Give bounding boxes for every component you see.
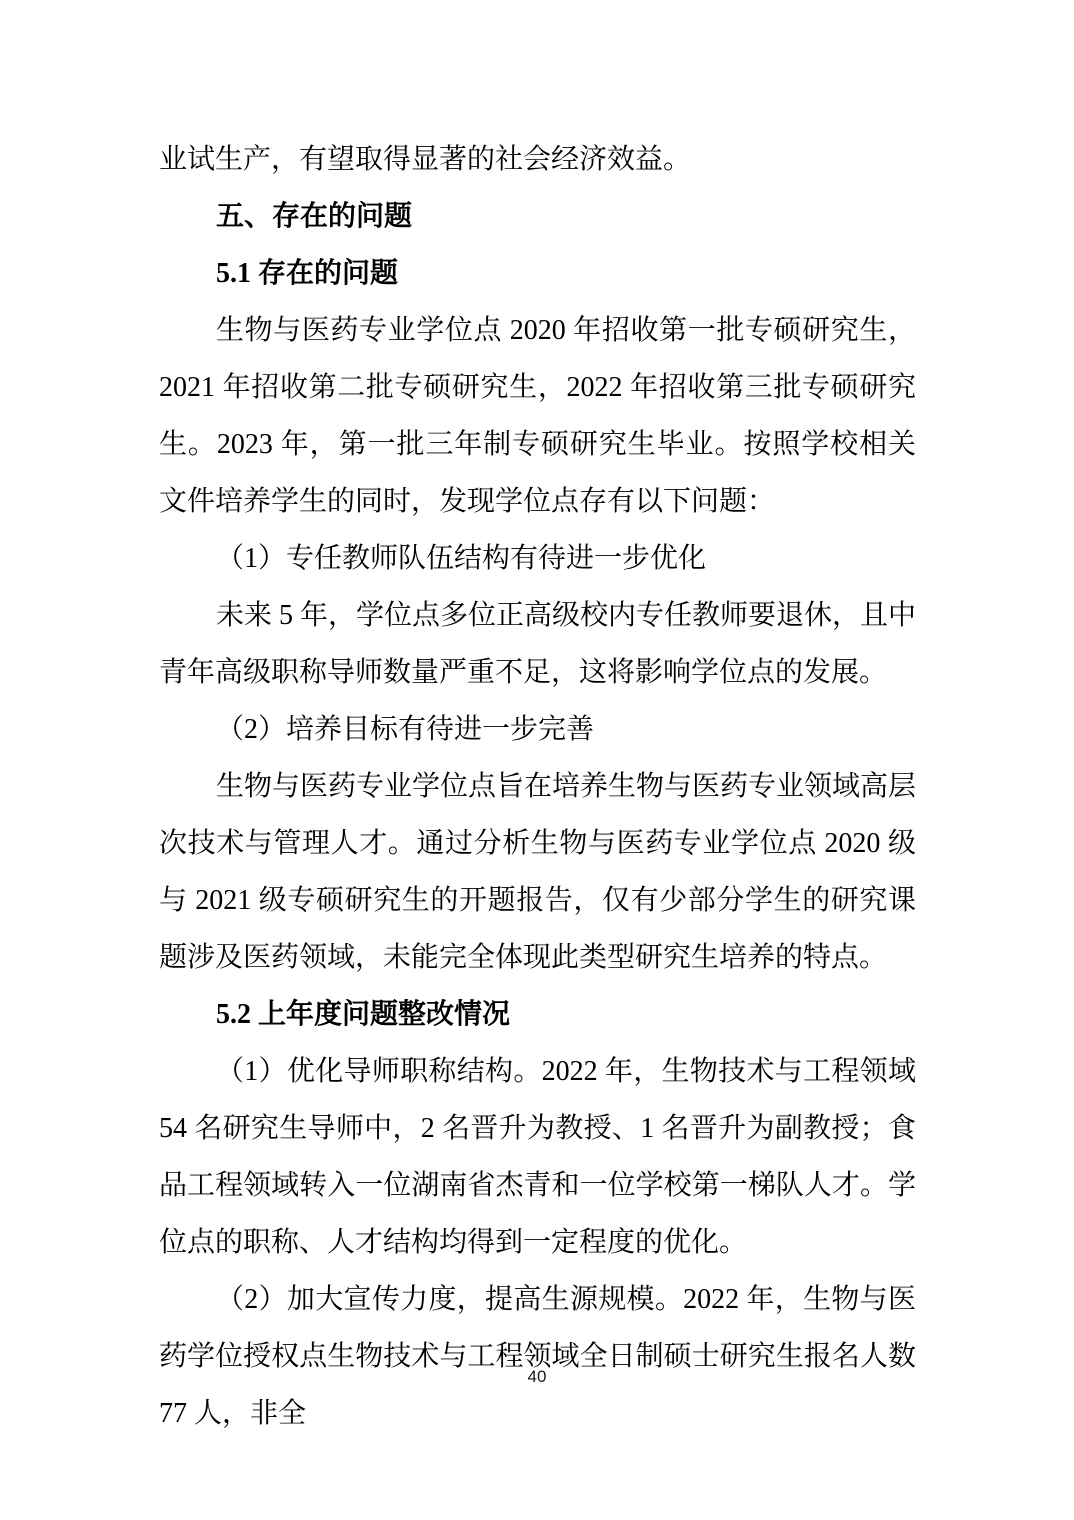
paragraph-item-2-body: 生物与医药专业学位点旨在培养生物与医药专业领域高层次技术与管理人才。通过分析生物与医药专业学位点 2020 级与 2021 级专硕研究生的开题报告，仅有少部分学生的研究课题涉及医药领域，未能完全体现此类型研究生培养的特点。	[159, 771, 917, 973]
page-number: 40	[527, 1367, 547, 1386]
document-content	[159, 131, 916, 1442]
paragraph-item-1-title: （1）专任教师队伍结构有待进一步优化	[216, 543, 707, 574]
paragraph-item-1-body: 未来 5 年，学位点多位正高级校内专任教师要退休，且中青年高级职称导师数量严重不足，这将影响学位点的发展。	[159, 600, 917, 688]
subsection-heading-5-1: 5.1 存在的问题	[216, 258, 399, 289]
paragraph-continuation: 业试生产，有望取得显著的社会经济效益。	[159, 144, 692, 175]
paragraph-item-2-title: （2）培养目标有待进一步完善	[216, 714, 595, 745]
subsection-heading-5-2: 5.2 上年度问题整改情况	[216, 999, 511, 1030]
paragraph-rectification-1: （1）优化导师职称结构。2022 年，生物技术与工程领域 54 名研究生导师中，2 名晋升为教授、1 名晋升为副教授；食品工程领域转入一位湖南省杰青和一位学校第一梯队人才。学位点的职称、人才结构均得到一定程度的优化。	[159, 1056, 916, 1258]
paragraph-rectification-2: （2）加大宣传力度，提高生源规模。2022 年，生物与医药学位授权点生物技术与工程领域全日制硕士研究生报名人数 77 人，非全	[159, 1284, 916, 1429]
paragraph-intro-problems: 生物与医药专业学位点 2020 年招收第一批专硕研究生，2021 年招收第二批专硕研究生，2022 年招收第三批专硕研究生。2023 年，第一批三年制专硕研究生毕业。按照学校相关文件培养学生的同时，发现学位点存有以下问题：	[159, 315, 916, 517]
section-heading-5: 五、存在的问题	[216, 201, 413, 232]
